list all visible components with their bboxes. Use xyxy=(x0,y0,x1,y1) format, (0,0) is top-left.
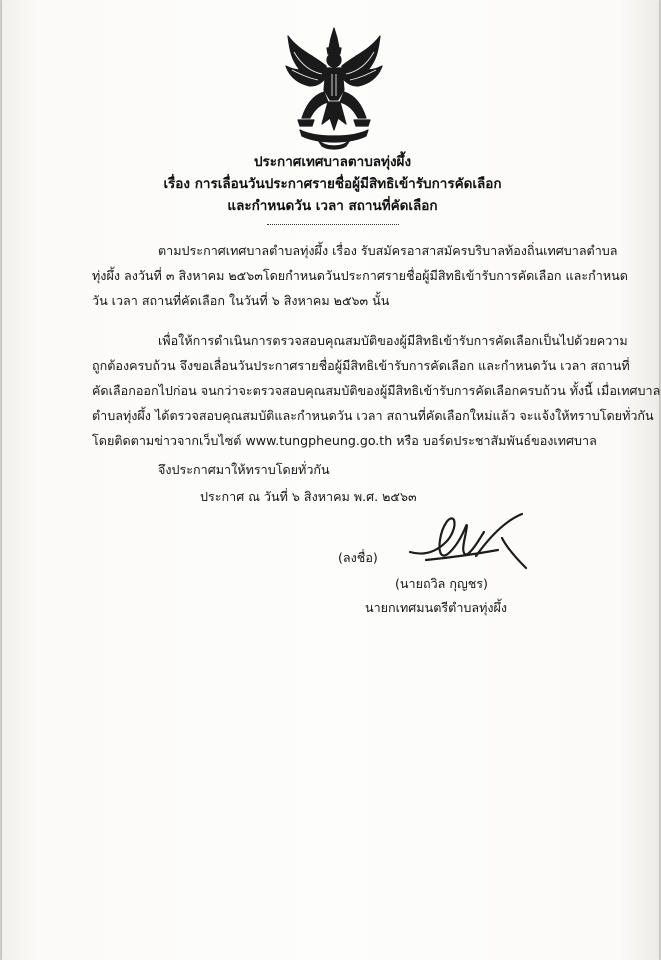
paragraph-2-line: โดยติดตามข่าวจากเว็บไซต์ www.tungpheung.go.th หรือ บอร์ดประชาสัมพันธ์ของเทศบาล xyxy=(92,433,597,448)
paragraph-2-line: ถูกต้องครบถ้วน จึงขอเลื่อนวันประกาศรายชื่อผู้มีสิทธิเข้ารับการคัดเลือก และกำหนดวัน เวลา สถานที่ xyxy=(92,358,630,373)
title-divider xyxy=(267,224,399,225)
announcement-date: ประกาศ ณ วันที่ ๖ สิงหาคม พ.ศ. ๒๕๖๓ xyxy=(200,489,417,504)
announcement-org-title: ประกาศเทศบาลตาบลทุ่งผึ้ง xyxy=(253,154,412,170)
paragraph-2-line: ตำบลทุ่งผึ้ง ได้ตรวจสอบคุณสมบัติและกำหนดวัน เวลา สถานที่คัดเลือกใหม่แล้ว จะแจ้งให้ทราบโดยทั่วกัน xyxy=(92,408,654,423)
paragraph-1-line: วัน เวลา สถานที่คัดเลือก ในวันที่ ๖ สิงหาคม ๒๕๖๓ นั้น xyxy=(92,293,390,308)
paragraph-2-line: คัดเลือกออกไปก่อน จนกว่าจะตรวจสอบคุณสมบัติของผู้มีสิทธิเข้ารับการคัดเลือกครบถ้วน ทั้งนี้ เมื่อเทศบาล xyxy=(92,383,661,398)
announcement-subject-continued: และกำหนดวัน เวลา สถานที่คัดเลือก xyxy=(227,198,438,214)
paragraph-1-line: ตามประกาศเทศบาลตำบลทุ่งผึ้ง เรื่อง รับสมัครอาสาสมัครบริบาลท้องถิ่นเทศบาลตำบล xyxy=(158,243,618,258)
garuda-emblem-icon xyxy=(282,26,386,150)
paragraph-1-line: ทุ่งผึ้ง ลงวันที่ ๓ สิงหาคม ๒๕๖๓โดยกำหนดวันประกาศรายชื่อผู้มีสิทธิเข้ารับการคัดเลือก และกำหนด xyxy=(92,268,628,283)
signatory-name: (นายถวิล กุญชร) xyxy=(395,576,488,591)
announcement-subject: เรื่อง การเลื่อนวันประกาศรายชื่อผู้มีสิทธิเข้ารับการคัดเลือก xyxy=(163,176,502,192)
handwritten-signature xyxy=(406,512,530,576)
signature-label: (ลงชื่อ) xyxy=(338,550,378,565)
announcement-page xyxy=(2,0,659,960)
paragraph-2-line: เพื่อให้การดำเนินการตรวจสอบคุณสมบัติของผู้มีสิทธิเข้ารับการคัดเลือกเป็นไปด้วยความ xyxy=(158,333,628,348)
signatory-position: นายกเทศมนตรีตำบลทุ่งผึ้ง xyxy=(365,600,508,615)
closing-statement: จึงประกาศมาให้ทราบโดยทั่วกัน xyxy=(158,462,330,477)
